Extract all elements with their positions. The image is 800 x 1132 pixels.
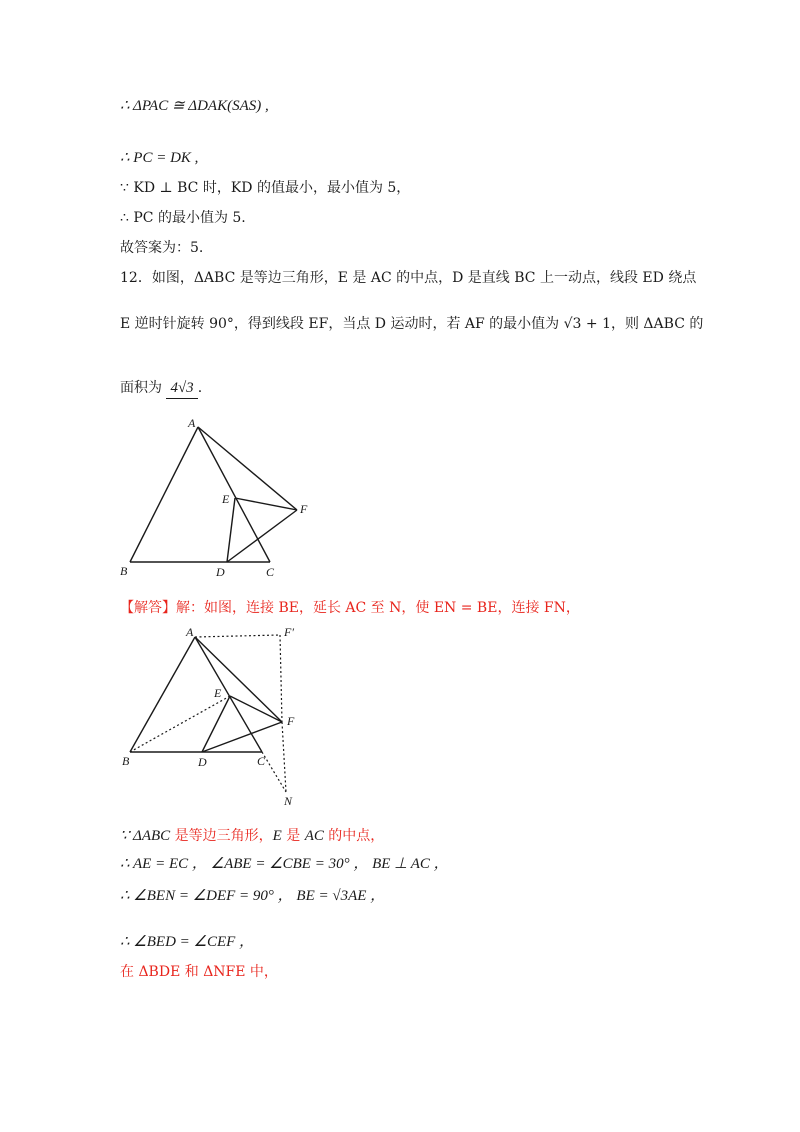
solution-step-3: ∴ ∠BEN = ∠DEF = 90° ， BE = √3AE ， [120,888,386,904]
step1-e: E [272,828,282,844]
fig1-label-c: C [266,565,275,579]
solution-text: 解：如图，连接 BE，延长 AC 至 N，使 EN = BE，连接 FN， [176,600,580,616]
solution-step-2: ∴ AE = EC ， ∠ABE = ∠CBE = 30° ， BE ⊥ AC ， [120,856,449,872]
fig2-label-a: A [186,625,194,639]
solution-bracket: 【解答】 [120,600,176,616]
solution-step-5: 在 ΔBDE 和 ΔNFE 中， [120,964,278,980]
solution-intro [120,598,580,618]
answer-blank: 4√3 [166,378,197,399]
area-prefix: 面积为 [120,380,162,396]
text-line-1: ∴ ΔPAC ≅ ΔDAK(SAS) , [120,98,269,114]
text-line-3: ∵ KD ⊥ BC 时，KD 的值最小，最小值为 5， [120,180,411,196]
fig1-label-a: A [188,416,196,430]
fig2-label-e: E [214,686,222,700]
text-line-5: 故答案为：5. [120,240,204,256]
figure-1-svg [110,415,320,585]
solution-step-4: ∴ ∠BED = ∠CEF ， [120,934,255,950]
figure-2 [110,622,310,812]
fig1-label-e: E [222,492,230,506]
question-12-line-2: E 逆时针旋转 90°，得到线段 EF，当点 D 运动时，若 AF 的最小值为 √3 + 1，则 ΔABC 的 [120,316,704,332]
step1-midpoint: 的中点， [323,828,385,844]
area-suffix: . [197,380,203,396]
solution-step-1 [120,826,384,846]
question-12-line-1: 12．如图，ΔABC 是等边三角形，E 是 AC 的中点，D 是直线 BC 上一动点，线段 ED 绕点 [120,270,697,286]
step1-equilateral: 是等边三角形， [170,828,273,844]
question-12-line-3 [120,378,202,399]
fig1-label-b: B [120,564,128,578]
fig2-label-n: N [284,794,293,808]
fig1-label-d: D [216,565,225,579]
fig2-label-f-prime: F′ [284,625,294,639]
step1-ac: AC [304,828,324,844]
fig2-label-f: F [287,714,295,728]
text-line-4: ∴ PC 的最小值为 5. [120,210,246,226]
figure-1 [110,415,320,585]
step1-is: 是 [281,828,305,844]
fig2-label-c: C [257,754,266,768]
fig2-label-d: D [198,755,207,769]
figure-2-svg [110,622,310,812]
fig2-label-b: B [122,754,130,768]
step1-given: ∵ ΔABC [120,828,171,844]
text-line-2: ∴ PC = DK , [120,150,199,166]
fig1-label-f: F [300,502,308,516]
